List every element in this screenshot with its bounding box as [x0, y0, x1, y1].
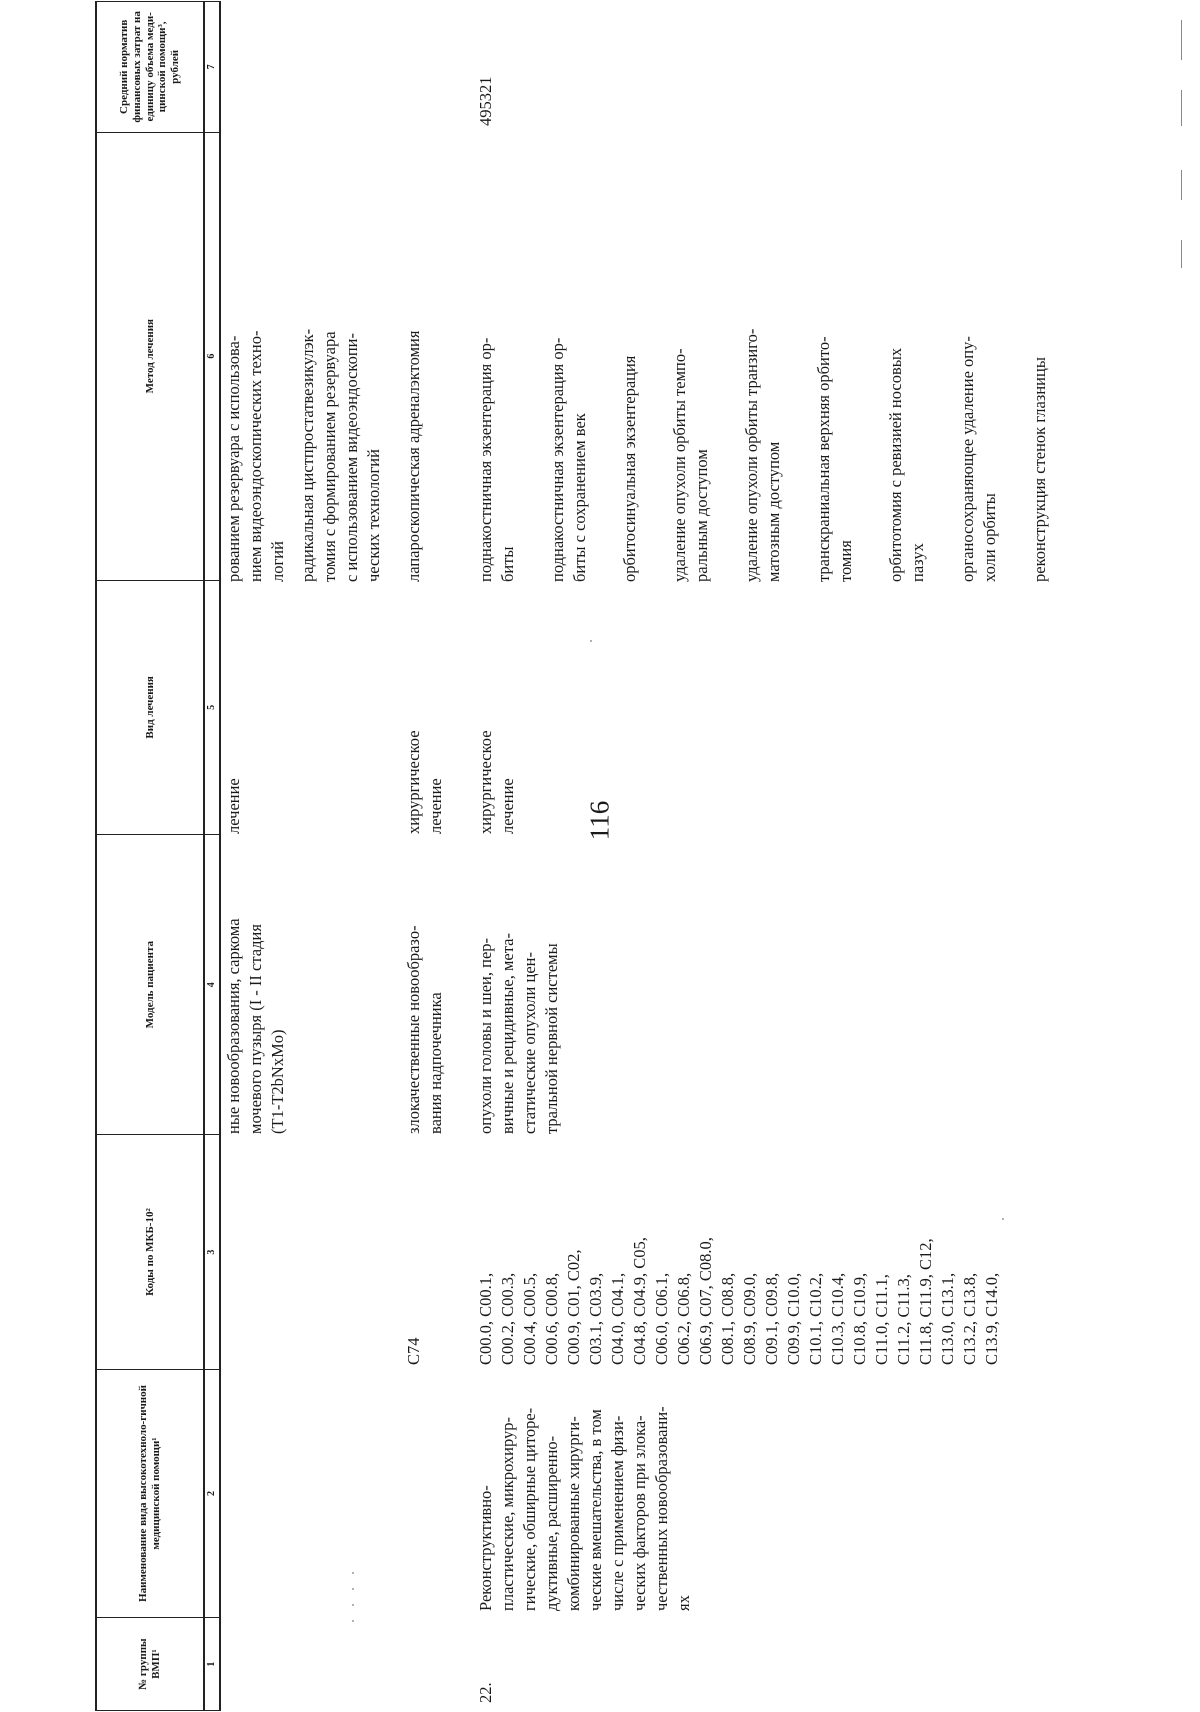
continuation-model: ные новообразования, саркома мочевого пузыря (I - II стадия (T1-T2bNxMo): [224, 918, 287, 1134]
scan-artifact: [352, 1588, 354, 1590]
method-item: органосохраняющее удаление опу- холи орбиты: [958, 336, 999, 582]
method-item: поднакостничная экзентерация ор- биты с сохранением век: [548, 337, 589, 582]
c74-model: злокачественные новообразо- вания надпочечника: [404, 925, 445, 1134]
scan-artifact: [1181, 90, 1182, 126]
group-22-treatment-type: хирургическое лечение: [476, 730, 517, 834]
scan-artifact: [1181, 170, 1182, 200]
header-col-2: Наименование вида высокотехноло-гичной медицинской помощи¹ 2: [97, 1369, 219, 1617]
c74-code: C74: [404, 1337, 423, 1365]
group-name: Реконструктивно- пластические, микрохирур- гические, обширные циторе- дуктивные, расширенно- комбинированные хирурги- ческие вмешательства, в том числе с применением физи- ческих факторов при злока- чественных новообразовани- ях: [476, 1406, 693, 1611]
group-22-model: опухоли головы и шеи, пер- вичные и рецидивные, мета- статические опухоли цен- тральной нервной системы: [476, 933, 561, 1134]
page-number: 116: [584, 800, 615, 840]
scan-artifact: [352, 1572, 354, 1574]
scan-artifact: [1181, 20, 1182, 60]
method-item: удаление опухоли орбиты темпо- ральным доступом: [670, 348, 711, 582]
header-col-7: Средний норматив финансовых затрат на единицу объема меди-цинской помощи³, рублей 7: [97, 1, 219, 132]
header-col-4: Модель пациента 4: [97, 834, 219, 1134]
continuation-treatment-type: лечение: [224, 778, 243, 834]
method-item: реконструкция стенок глазницы: [1030, 357, 1049, 582]
scan-artifact: [1002, 1218, 1004, 1220]
method-item: транскраниальная верхняя орбито- томия: [814, 336, 855, 582]
continuation-method-2: радикальная цистпростатвезикулэк- томия с формированием резервуара с использованием видеоэндоскопи- ческих технологий: [298, 328, 383, 582]
c74-treatment-type: хирургическое лечение: [404, 730, 445, 834]
scan-artifact: [352, 1604, 354, 1606]
scan-artifact: [1181, 240, 1182, 268]
method-item: удаление опухоли орбиты транзиго- матозным доступом: [742, 328, 783, 582]
method-item: поднакостничная экзентерация ор- биты: [476, 337, 517, 582]
header-col-3: Коды по МКБ-10² 3: [97, 1134, 219, 1368]
rotated-table: [95, 1, 1105, 1711]
header-col-6: Метод лечения 6: [97, 132, 219, 580]
method-item: орбитотомия с ревизией носовых пазух: [886, 347, 927, 582]
scan-artifact: [352, 1620, 354, 1622]
scan-artifact: [590, 640, 592, 642]
group-number: 22.: [476, 1682, 495, 1703]
header-col-1: № группы ВМП¹ 1: [97, 1617, 219, 1711]
c74-method: лапароскопическая адреналэктомия: [404, 330, 423, 582]
method-item: орбитосинуальная экзентерация: [620, 355, 639, 582]
group-22-cost: 495321: [476, 76, 495, 126]
continuation-method-1: рованием резервуара с использова- нием видеоэндоскопических техно- логий: [224, 330, 287, 582]
header-col-5: Вид лечения 5: [97, 580, 219, 834]
icd-codes: C00.0, C00.1, C00.2, C00.3, C00.4, C00.5, C00.6, C00.8, C00.9, C01, C02, C03.1, C03.9, C04.0, C04.1, C04.8, C04.9, C05, C06.0, C06.1, C06.2, C06.8, C06.9, C07, C08.0, C08.1, C08.8, C08.9, C09.0, C09.1, C09.8, C09.9, C10.0, C10.1, C10.2, C10.3, C10.4, C10.8, C10.9, C11.0, C11.1, C11.2, C11.3, C11.8, C11.9, C12, C13.0, C13.1, C13.2, C13.8, C13.9, C14.0,: [476, 1237, 1001, 1365]
table-header: [95, 1, 221, 1711]
